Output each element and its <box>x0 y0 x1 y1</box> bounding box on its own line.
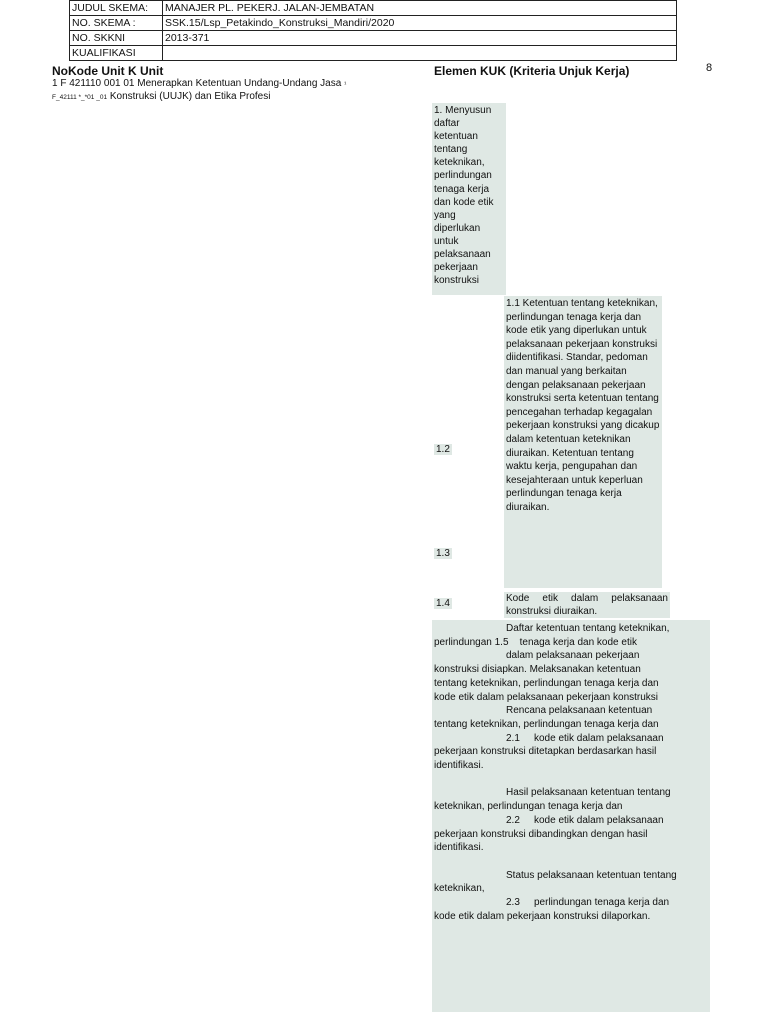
text-line: tenaga kerja dan kode etik <box>519 636 637 648</box>
text-line: identifikasi. <box>434 842 484 854</box>
kuk-1-1-to-1-3-cell: 1.1 Ketentuan tentang keteknikan, perlindungan tenaga kerja dan kode etik yang diperlukan untuk pelaksanaan pekerjaan konstruksi diidentifikasi. Standar, pedoman dan manual yang berkaitan dengan pelaksanaan pekerjaan konstruksi serta ketentuan tentang pencegahan terhadap kegagalan pekerjaan konstruksi yang dicakup dalam ketentuan keteknikan diuraikan. Ketentuan tentang waktu kerja, pengupahan dan kesejahteraan untuk keperluan perlindungan tenaga kerja diuraikan. <box>504 296 662 588</box>
unit-code-small: F_42111 *_*01 _01 <box>52 94 108 101</box>
text-line: perlindungan tenaga kerja dan <box>534 897 670 909</box>
element-1-cell: 1. Menyusun daftar ketentuan tentang keteknikan, perlindungan tenaga kerja dan kode etik yang diperlukan untuk pelaksanaan pekerjaan konstruksi <box>432 103 506 295</box>
kuk-number-2-3: 2.3 <box>506 897 520 909</box>
kuk-1-4-text: Kode etik dalam pelaksanaan konstruksi diuraikan. <box>506 593 668 617</box>
no-skkni-label: NO. SKKNI <box>70 31 163 46</box>
text-line: kode etik dalam pelaksanaan <box>534 732 664 744</box>
table-row <box>70 16 677 31</box>
text-line: kode etik dalam pelaksanaan pekerjaan konstruksi <box>434 691 659 703</box>
table-row <box>70 1 677 16</box>
unit-description <box>52 78 420 104</box>
text-line: keteknikan, perlindungan tenaga kerja dan <box>434 801 623 813</box>
unit-line-2: Konstruksi (UUJK) dan Etika Profesi <box>109 91 271 102</box>
text-line: pekerjaan konstruksi ditetapkan berdasarkan hasil <box>434 746 657 758</box>
text-line: Daftar ketentuan tentang keteknikan, <box>506 623 670 634</box>
kuk-number-2-2: 2.2 <box>506 814 520 826</box>
page-number: 8 <box>706 62 713 74</box>
no-skema-value: SSK.15/Lsp_Petakindo_Konstruksi_Mandiri/2020 <box>163 16 677 31</box>
table-row <box>70 46 677 61</box>
unit-line-1-tail: ¹ <box>344 81 347 88</box>
text-line: Hasil pelaksanaan ketentuan tentang <box>506 787 671 799</box>
table-row <box>70 31 677 46</box>
text-line: konstruksi disiapkan. Melaksanakan ketentuan <box>434 664 641 676</box>
judul-skema-label: JUDUL SKEMA: <box>70 1 163 16</box>
no-skema-label: NO. SKEMA : <box>70 16 163 31</box>
text-line: perlindungan 1.5 <box>434 636 509 648</box>
kuk-number-1-4: 1.4 <box>436 598 450 609</box>
text-line: keteknikan, <box>434 883 485 895</box>
kuk-number-1-2: 1.2 <box>436 444 450 455</box>
text-line: Status pelaksanaan ketentuan tentang <box>506 869 677 881</box>
text-line: kode etik dalam pelaksanaan <box>534 814 664 826</box>
text-line: tentang keteknikan, perlindungan tenaga kerja dan <box>434 677 659 689</box>
kuk-1-5-and-element-2-cell <box>432 620 710 1012</box>
text-line: kode etik dalam pekerjaan konstruksi dilaporkan. <box>434 910 651 922</box>
scheme-info-table <box>69 0 677 61</box>
kuk-number-1-3: 1.3 <box>436 548 450 559</box>
text-line: pekerjaan konstruksi dibandingkan dengan hasil <box>434 828 648 840</box>
judul-skema-value: MANAJER PL. PEKERJ. JALAN-JEMBATAN <box>163 1 677 16</box>
text-line: dalam pelaksanaan pekerjaan <box>506 650 640 662</box>
unit-line-1: 1 F 421110 001 01 Menerapkan Ketentuan Undang-Undang Jasa <box>52 78 342 89</box>
text-line: tentang keteknikan, perlindungan tenaga kerja dan <box>434 718 659 730</box>
kualifikasi-label: KUALIFIKASI <box>70 46 163 61</box>
no-skkni-value: 2013-371 <box>163 31 677 46</box>
text-line: Rencana pelaksanaan ketentuan <box>506 705 653 717</box>
element-kuk-column-header: Elemen KUK (Kriteria Unjuk Kerja) <box>434 64 630 78</box>
text-line: identifikasi. <box>434 760 484 772</box>
kuk-number-2-1: 2.1 <box>506 732 520 744</box>
unit-column-header: NoKode Unit K Unit <box>52 64 164 78</box>
kualifikasi-value <box>163 46 677 61</box>
